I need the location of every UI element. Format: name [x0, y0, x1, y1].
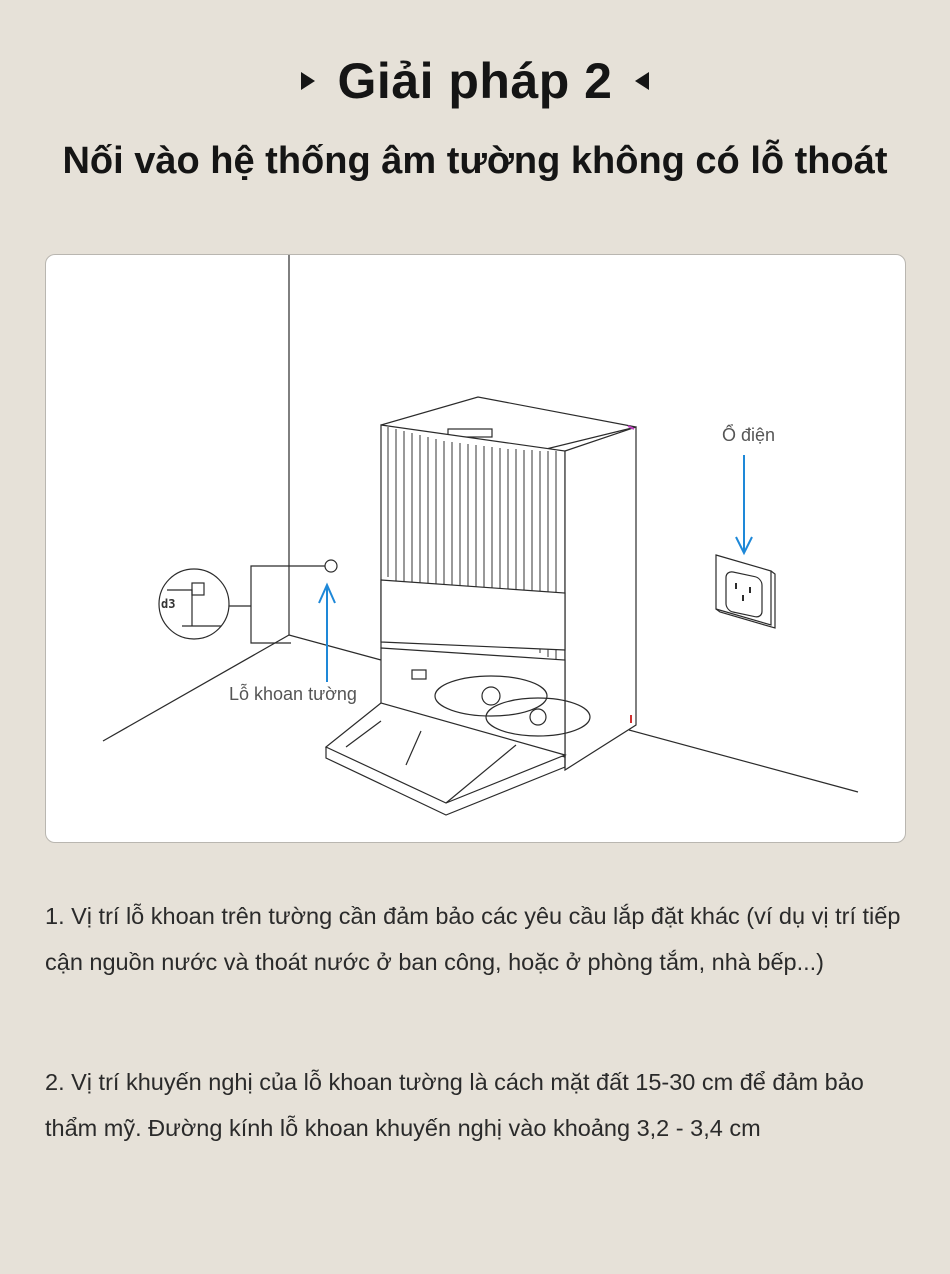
station-side: [565, 427, 636, 770]
floor-right-line: [629, 730, 858, 792]
installation-diagram: [46, 255, 905, 842]
diameter-label: d3: [161, 597, 176, 611]
installation-illustration: [45, 254, 906, 843]
floor-back-line: [289, 635, 381, 660]
left-triangle-icon: [635, 72, 649, 90]
station-mid-band: [381, 580, 565, 650]
hole-label: Lỗ khoan tường: [229, 684, 357, 704]
title-row: [0, 52, 950, 110]
page-subtitle: Nối vào hệ thống âm tường không có lỗ thoát: [62, 140, 888, 182]
wall-hole: [325, 560, 337, 572]
socket-label: Ổ điện: [722, 425, 776, 445]
power-socket: [716, 555, 775, 628]
page-title: Giải pháp 2: [337, 53, 613, 109]
hole-leader: [251, 566, 325, 643]
right-triangle-icon: [301, 72, 315, 90]
note-2: 2. Vị trí khuyến nghị của lỗ khoan tường là cách mặt đất 15-30 cm để đảm bảo thẩm mỹ. Đường kính lỗ khoan khuyến nghị vào khoảng 3,2 - 3,4 cm: [45, 1069, 864, 1141]
note-1: 1. Vị trí lỗ khoan trên tường cần đảm bảo các yêu cầu lắp đặt khác (ví dụ vị trí tiếp cận nguồn nước và thoát nước ở ban công, hoặc ở phòng tắm, nhà bếp...): [45, 903, 901, 975]
